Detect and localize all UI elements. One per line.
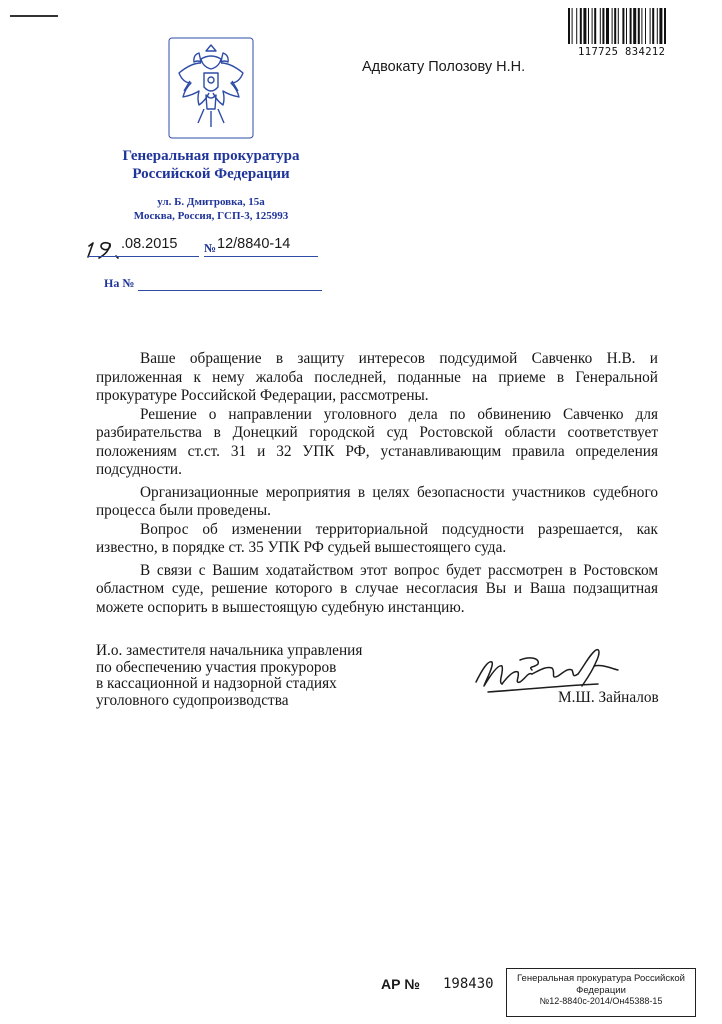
reply-to-label: На № bbox=[104, 276, 135, 290]
org-address-line-1: ул. Б. Дмитровка, 15а bbox=[157, 196, 265, 208]
addressee: Адвокату Полозову Н.Н. bbox=[362, 59, 526, 75]
letterhead bbox=[100, 147, 322, 223]
signatory-title-line: в кассационной и надзорной стадиях bbox=[96, 675, 337, 692]
registration-stamp bbox=[506, 968, 696, 1017]
signatory-title-line: уголовного судопроизводства bbox=[96, 691, 289, 709]
barcode-bars-icon bbox=[566, 6, 714, 46]
svg-text:19: 19 bbox=[84, 232, 85, 233]
number-label: № bbox=[204, 241, 217, 255]
russian-eagle-emblem-icon bbox=[168, 37, 254, 139]
body-paragraph: Организационные мероприятия в целях безопасности участников судебного процесса были проведены. bbox=[96, 483, 658, 519]
org-name-line-2: Российской Федерации bbox=[132, 166, 290, 182]
signer-name: М.Ш. Зайналов bbox=[558, 689, 659, 706]
body-paragraph: Вопрос об изменении территориальной подсудности разрешается, как известно, в порядке ст. 35 УПК РФ судьей вышестоящего суда. bbox=[96, 520, 658, 556]
org-name-line-1: Генеральная прокуратура bbox=[122, 148, 300, 164]
reply-to-underline bbox=[138, 290, 322, 291]
body-paragraph: Решение о направлении уголовного дела по обвинению Савченко для разбирательства в Донецкий городской суд Ростовской области соответствует положениям ст.ст. 31 и 32 УПК РФ, устанавливающим правила определения подсудности. bbox=[96, 405, 658, 478]
letter-date: .08.2015 bbox=[121, 236, 178, 252]
stamp-line: Федерации bbox=[576, 984, 626, 996]
ap-label: АР № bbox=[381, 976, 420, 992]
org-address-line-2: Москва, Россия, ГСП-3, 125993 bbox=[133, 210, 289, 222]
letter-body bbox=[96, 350, 658, 617]
stamp-line: №12-8840с-2014/Он45388-15 bbox=[539, 996, 663, 1006]
outgoing-number: 12/8840-14 bbox=[217, 236, 291, 252]
corner-mark bbox=[10, 15, 58, 17]
body-paragraph: В связи с Вашим ходатайством этот вопрос будет рассмотрен в Ростовском областном суде, решение которого в случае несогласия Вы и Ваша подзащитная можете оспорить в вышестоящую судебную инстанцию. bbox=[96, 561, 658, 616]
signatory-title bbox=[96, 643, 362, 709]
body-paragraph: Ваше обращение в защиту интересов подсудимой Савченко Н.В. и приложенная к нему жалоба последней, поданные на приеме в Генеральной прокуратуре Российской Федерации, рассмотрены. bbox=[96, 350, 658, 404]
stamp-line: Генеральная прокуратура Российской bbox=[517, 973, 685, 984]
barcode-number: 117725 834212 bbox=[578, 46, 666, 58]
signatory-title-line: И.о. заместителя начальника управления bbox=[96, 642, 363, 659]
ap-number: 198430 bbox=[443, 976, 494, 992]
date-underline bbox=[88, 256, 199, 257]
number-underline bbox=[204, 256, 318, 257]
signatory-title-line: по обеспечению участия прокуроров bbox=[96, 658, 337, 676]
barcode bbox=[566, 6, 714, 58]
